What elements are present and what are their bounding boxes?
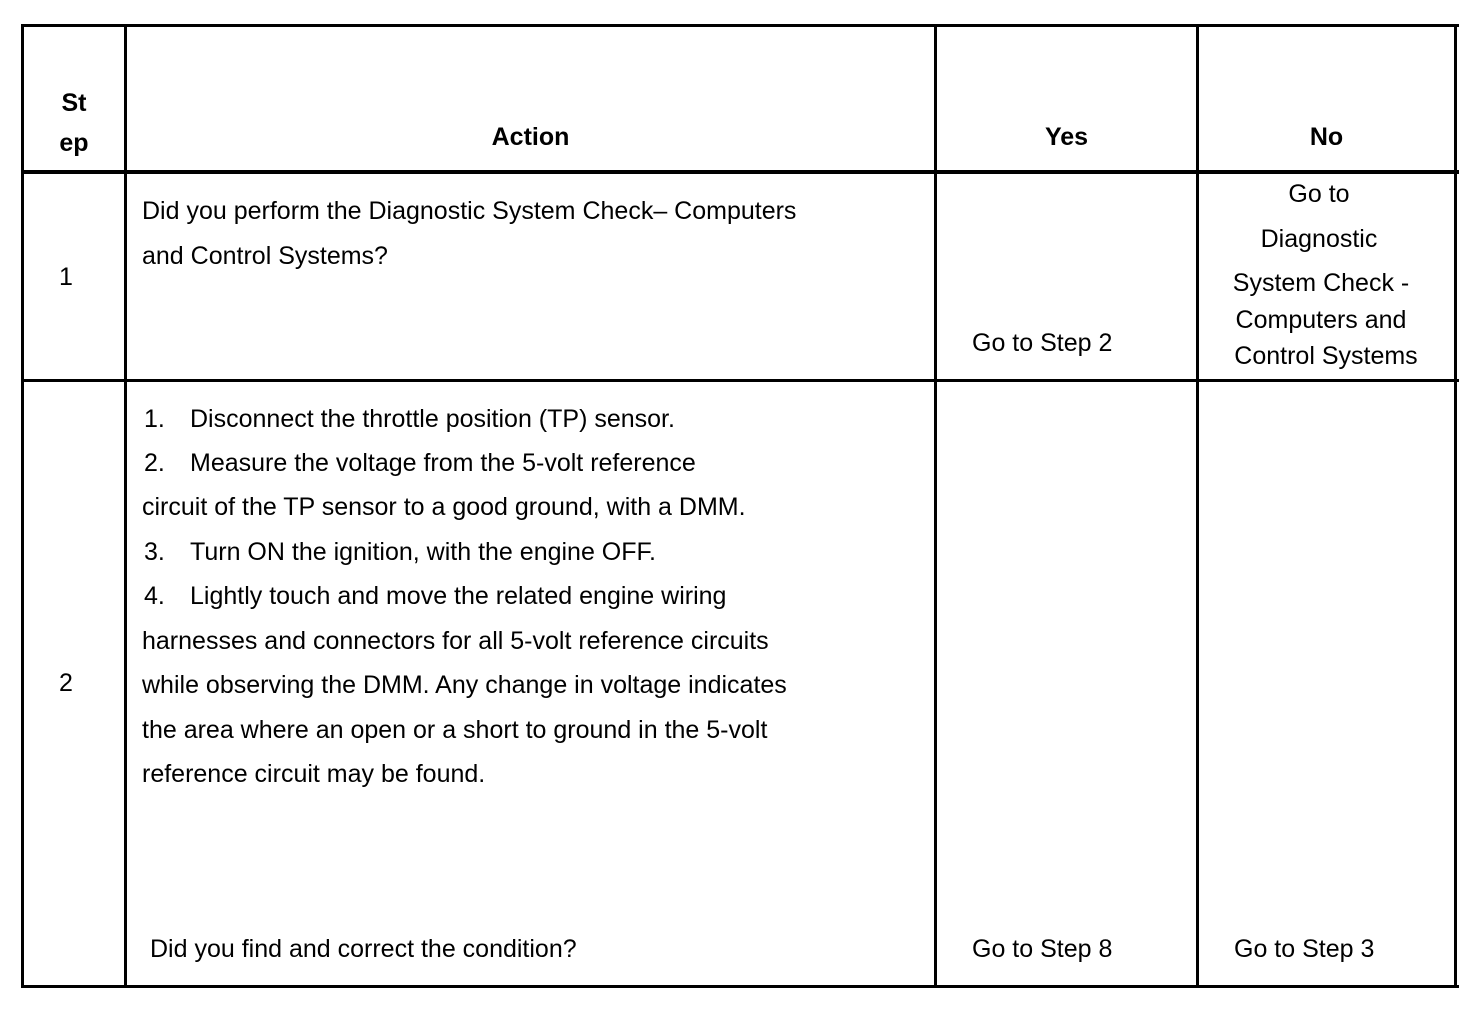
- column-divider-step: [124, 24, 127, 988]
- header-step: [24, 83, 124, 163]
- table-border-top: [21, 24, 1459, 27]
- row2-item1: [144, 404, 675, 434]
- row2-item4-cont-3: the area where an open or a short to ground in the 5-volt: [142, 716, 768, 744]
- row2-item2-number: 2.: [144, 449, 165, 477]
- header-divider: [21, 170, 1459, 174]
- table-border-right: [1454, 24, 1457, 988]
- row2-step: 2: [59, 669, 73, 697]
- row1-no-line2: Diagnostic: [1260, 225, 1378, 253]
- header-action: Action: [491, 123, 570, 151]
- row1-no-line5: Control Systems: [1234, 342, 1418, 370]
- row1-yes: Go to Step 2: [972, 329, 1113, 357]
- row2-item1-number: 1.: [144, 405, 165, 433]
- row2-item4-cont-2: while observing the DMM. Any change in voltage indicates: [142, 671, 787, 699]
- header-step-line1: St: [61, 89, 87, 117]
- row2-item4-cont-4: reference circuit may be found.: [142, 760, 486, 788]
- column-divider-yes: [1196, 24, 1199, 988]
- row1-no-line3: System Check -: [1232, 269, 1410, 297]
- row1-action-line1: Did you perform the Diagnostic System Check– Computers: [142, 197, 797, 225]
- row2-item1-text: Disconnect the throttle position (TP) sensor.: [190, 405, 675, 433]
- header-yes: Yes: [1044, 123, 1089, 151]
- row2-question: Did you find and correct the condition?: [150, 935, 577, 963]
- row2-item2-text: Measure the voltage from the 5-volt reference: [190, 449, 696, 477]
- row2-item4-number: 4.: [144, 582, 165, 610]
- row2-item4-cont-1: harnesses and connectors for all 5-volt reference circuits: [142, 627, 769, 655]
- row-divider: [21, 379, 1459, 382]
- row2-item3-number: 3.: [144, 538, 165, 566]
- row2-no: Go to Step 3: [1234, 935, 1375, 963]
- table-border-left: [21, 24, 24, 988]
- row1-no-line1: Go to: [1288, 180, 1350, 208]
- header-no: No: [1309, 123, 1344, 151]
- row2-item3: [144, 537, 656, 567]
- row1-no-line4: Computers and: [1235, 306, 1407, 334]
- header-step-line2: ep: [59, 129, 89, 157]
- row1-action-line2: and Control Systems?: [142, 242, 388, 270]
- row2-yes: Go to Step 8: [972, 935, 1113, 963]
- row2-item4: [144, 581, 726, 611]
- row2-item2-continuation: circuit of the TP sensor to a good ground, with a DMM.: [142, 493, 746, 521]
- row2-item3-text: Turn ON the ignition, with the engine OFF.: [190, 538, 656, 566]
- row1-step: 1: [59, 263, 73, 291]
- row2-item4-text: Lightly touch and move the related engine wiring: [190, 582, 727, 610]
- column-divider-action: [934, 24, 937, 988]
- row2-item2: [144, 448, 696, 478]
- table-border-bottom: [21, 985, 1459, 988]
